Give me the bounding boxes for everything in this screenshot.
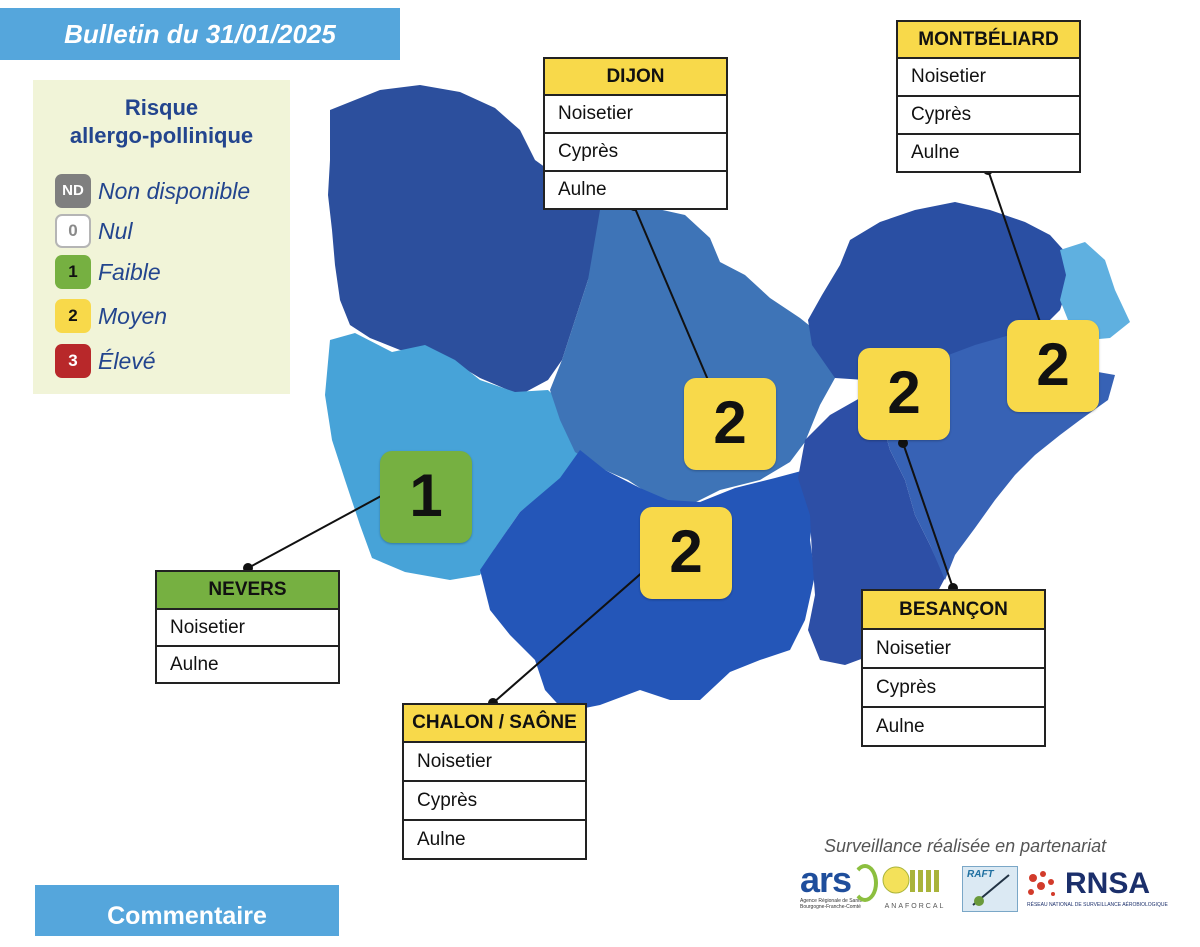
risk-box-dijon: 2: [684, 378, 776, 470]
ars-logo-swirl: [852, 864, 878, 902]
city-table-dijon: [543, 57, 728, 210]
city-name-chalon: CHALON / SAÔNE: [404, 705, 585, 743]
bulletin-date: Bulletin du 31/01/2025: [0, 8, 400, 60]
pollen-dijon-2: Cyprès: [545, 134, 726, 172]
leader-line-nevers: [248, 495, 383, 568]
pollen-nevers-2: Aulne: [170, 654, 219, 675]
pollen-chalon-3: Aulne: [417, 829, 466, 850]
pollen-chalon-1: Noisetier: [404, 743, 585, 782]
risk-box-besancon: 2: [858, 348, 950, 440]
city-name-dijon: DIJON: [545, 59, 726, 96]
legend-badge-1: 1: [55, 255, 91, 289]
legend-badge-3: 3: [55, 344, 91, 378]
city-table-chalon: [402, 703, 587, 860]
city-name-montbeliard: MONTBÉLIARD: [898, 22, 1079, 59]
pollen-dijon-1: Noisetier: [545, 96, 726, 134]
legend-label-0: Nul: [98, 218, 133, 244]
raft-logo-graphic: [963, 867, 1017, 911]
risk-box-chalon: 2: [640, 507, 732, 599]
legend-badge-2: 2: [55, 299, 91, 333]
partnership-text: Surveillance réalisée en partenariat: [824, 836, 1107, 856]
city-name-nevers: NEVERS: [157, 572, 338, 610]
ars-logo-subtext: Agence Régionale de Santé Bourgogne-Franche-Comté: [800, 898, 863, 910]
pollen-dijon-3: Aulne: [558, 179, 607, 200]
leader-line-dijon: [634, 206, 708, 380]
pollen-chalon-2: Cyprès: [404, 782, 585, 821]
legend-label-nd: Non disponible: [98, 178, 251, 204]
legend-label-1: Faible: [98, 259, 161, 285]
pollen-besancon-3: Aulne: [876, 716, 925, 737]
legend-title-line1: Risque: [124, 95, 199, 120]
city-table-montbeliard: [896, 20, 1081, 173]
pollen-montbeliard-1: Noisetier: [898, 59, 1079, 97]
leader-line-chalon: [493, 570, 645, 703]
city-table-besancon: [861, 589, 1046, 747]
risk-box-nevers: 1: [380, 451, 472, 543]
legend-badge-nd: ND: [55, 174, 91, 208]
leader-line-montbeliard: [988, 170, 1040, 322]
raft-logo: [962, 866, 1018, 912]
anaforcal-logo-graphic: [880, 864, 950, 898]
pollen-besancon-1: Noisetier: [863, 630, 1044, 669]
legend-title-line2: allergo-pollinique: [69, 123, 254, 148]
rnsa-logo: [1025, 866, 1168, 912]
pollen-besancon-2: Cyprès: [863, 669, 1044, 708]
city-table-nevers: [155, 570, 340, 684]
rnsa-logo-text: RNSA: [1065, 867, 1151, 900]
pollen-nevers-1: Noisetier: [157, 610, 338, 647]
anaforcal-logo-text: ANAFORCAL: [884, 903, 946, 910]
legend-label-3: Élevé: [98, 348, 156, 374]
rnsa-logo-subtext: RÉSEAU NATIONAL DE SURVEILLANCE AÉROBIOLOGIQUE: [1027, 902, 1168, 908]
legend-badge-0: 0: [55, 214, 91, 248]
anaforcal-logo: [880, 864, 950, 910]
leader-line-besancon: [903, 443, 953, 588]
city-name-besancon: BESANÇON: [863, 591, 1044, 630]
ars-logo: [800, 859, 880, 914]
pollen-montbeliard-3: Aulne: [911, 142, 960, 163]
ars-logo-text: ars: [800, 859, 852, 900]
legend-label-2: Moyen: [98, 303, 168, 329]
commentaire-heading: Commentaire: [35, 885, 339, 936]
risk-box-montbeliard: 2: [1007, 320, 1099, 412]
raft-logo-text: RAFT: [967, 869, 994, 880]
pollen-montbeliard-2: Cyprès: [898, 97, 1079, 135]
rnsa-logo-dots: [1025, 868, 1065, 904]
